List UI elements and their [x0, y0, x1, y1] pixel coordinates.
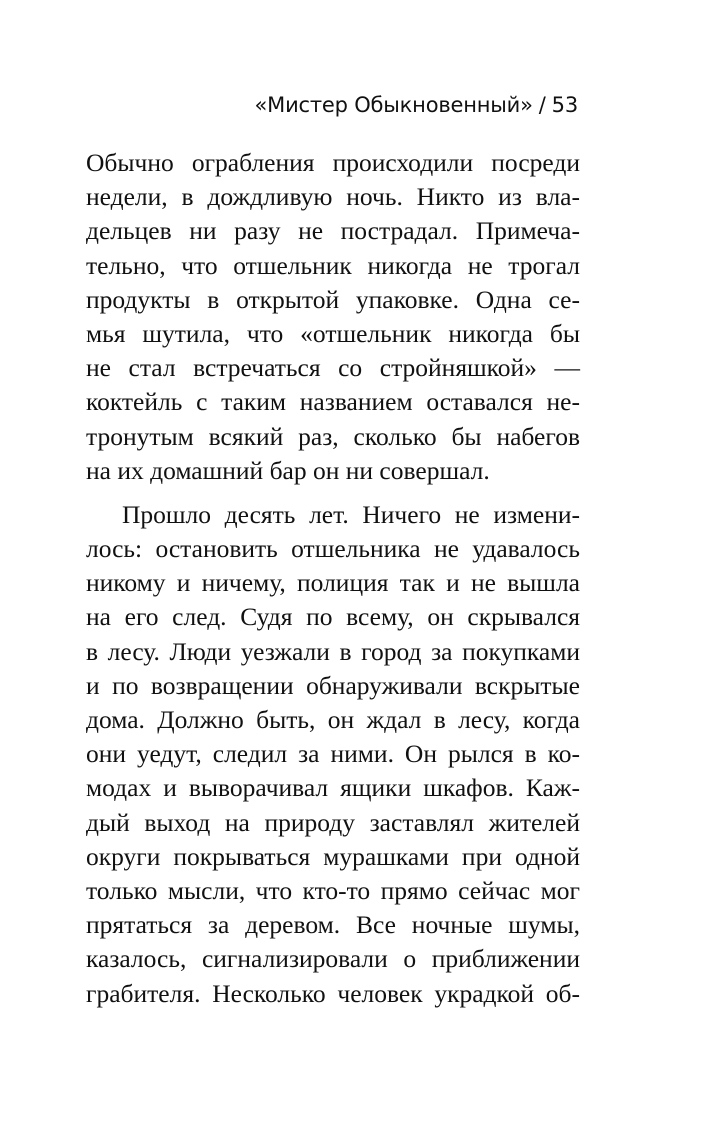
paragraph-1	[86, 146, 580, 488]
text-line: и по возвращении обнаруживали вскрытые	[86, 670, 580, 700]
text-line: только мысли, что кто-то прямо сейчас мог	[86, 875, 580, 905]
text-line: дый выход на природу заставлял жителей	[86, 807, 580, 837]
text-line: дома. Должно быть, он ждал в лесу, когда	[86, 705, 580, 734]
text-line: Прошло десять лет. Ничего не измени-	[122, 499, 580, 529]
text-line: округи покрываться мурашками при одной	[86, 841, 580, 871]
running-head-title: «Мистер Обыкновенный»	[254, 93, 533, 117]
text-line: не стал встречаться со стройняшкой» —	[86, 353, 580, 383]
paragraph-gap	[86, 488, 580, 498]
text-line: казалось, сигнализировали о приближении	[86, 944, 580, 974]
text-line: продукты в открытой упаковке. Одна се-	[86, 284, 580, 314]
body-text	[86, 146, 580, 1011]
text-line: дельцев ни разу не пострадал. Примеча-	[86, 216, 580, 246]
text-line: на их домашний бар он ни совершал.	[86, 455, 490, 485]
text-line: в лесу. Люди уезжали в город за покупками	[86, 636, 580, 666]
text-line: модах и выворачивал ящики шкафов. Каж-	[86, 773, 580, 803]
running-head-separator: /	[538, 93, 546, 117]
text-line: лось: остановить отшельника не удавалось	[86, 534, 580, 564]
text-line: прятаться за деревом. Все ночные шумы,	[86, 910, 580, 940]
text-line: никому и ничему, полиция так и не вышла	[86, 568, 580, 598]
text-line: грабителя. Несколько человек украдкой об-	[86, 978, 580, 1008]
running-head	[255, 92, 579, 118]
paragraph-2	[86, 498, 580, 1011]
text-line: коктейль с таким названием оставался не-	[86, 387, 580, 417]
text-line: на его след. Судя по всему, он скрывался	[86, 602, 580, 632]
text-line: они уедут, следил за ними. Он рылся в ко-	[86, 739, 580, 769]
text-line: Обычно ограбления происходили посреди	[86, 148, 580, 177]
text-line: тронутым всякий раз, сколько бы набегов	[86, 421, 580, 451]
page-number: 53	[551, 93, 578, 117]
text-line: недели, в дождливую ночь. Никто из вла-	[86, 182, 580, 212]
text-line: тельно, что отшельник никогда не трогал	[86, 250, 580, 280]
text-line: мья шутила, что «отшельник никогда бы	[86, 318, 580, 348]
